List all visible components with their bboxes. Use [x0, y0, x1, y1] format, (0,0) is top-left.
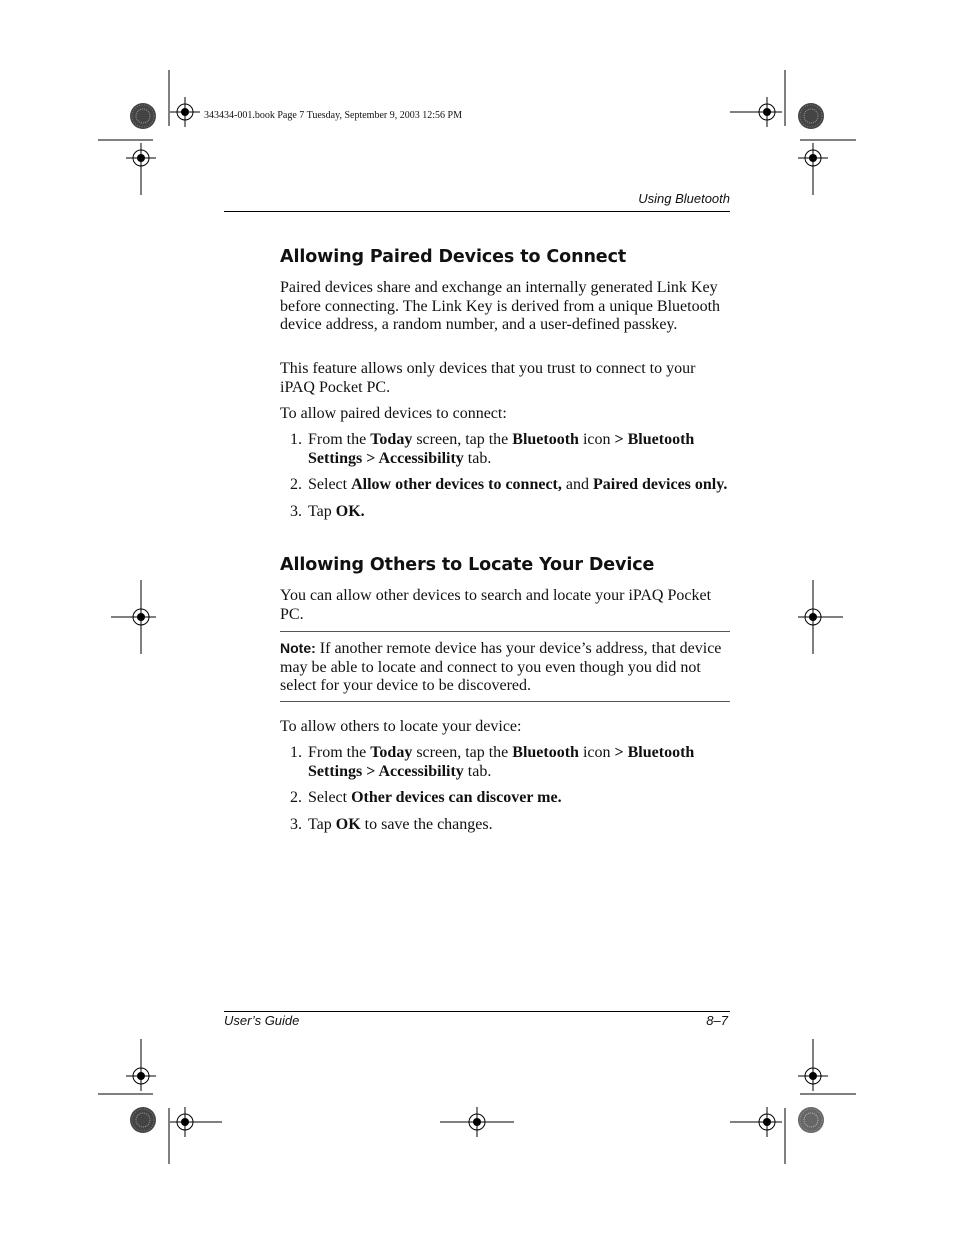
- steps-list-paired: [280, 431, 730, 529]
- list-item: 3. Tap OK to save the changes.: [290, 815, 493, 833]
- note-label: Note:: [280, 640, 316, 656]
- paragraph-link-key: Paired devices share and exchange an internally generated Link Key before connecting. The Link Key is derived from a unique Bluetooth device address, a random number, and a user-defined passkey.: [280, 279, 721, 333]
- running-head: Using Bluetooth: [638, 191, 730, 206]
- registration-crosshair-icon: [170, 97, 200, 127]
- page-number: 8–7: [706, 1013, 728, 1028]
- registration-crosshair-icon: [126, 1039, 156, 1091]
- registration-crosshair-icon: [798, 580, 843, 654]
- registration-disc-icon: [798, 1107, 824, 1133]
- registration-crosshair-icon: [798, 1039, 828, 1091]
- list-item: 2. Select Allow other devices to connect, and Paired devices only.: [290, 476, 728, 493]
- registration-crosshair-icon: [730, 97, 782, 127]
- registration-crosshair-icon: [440, 1107, 514, 1137]
- step-number: 1.: [290, 431, 302, 448]
- list-item: 2. Select Other devices can discover me.: [290, 789, 562, 806]
- paragraph-intro-locate: To allow others to locate your device:: [280, 718, 522, 735]
- note-bottom-rule: [280, 701, 730, 702]
- footer-title: User’s Guide: [224, 1013, 300, 1028]
- step-number: 3.: [290, 502, 302, 520]
- note-text: If another remote device has your device’s address, that device may be able to locate and connect to you even though you did not select for your device to be discovered.: [280, 640, 722, 694]
- registration-disc-icon: [130, 1107, 156, 1133]
- step-number: 2.: [290, 476, 302, 493]
- section-heading-locate-device: Allowing Others to Locate Your Device: [280, 555, 655, 575]
- note-top-rule: [280, 631, 730, 632]
- registration-crosshair-icon: [111, 580, 156, 654]
- list-item: 1. From the Today screen, tap the Bluetooth icon > Bluetooth Settings > Accessibility tab.: [290, 431, 695, 467]
- header-rule: [224, 211, 730, 212]
- note-box: [280, 639, 730, 696]
- footer-rule: [224, 1011, 730, 1012]
- steps-list-locate: [280, 744, 730, 842]
- paragraph-trust-feature: This feature allows only devices that you trust to connect to your iPAQ Pocket PC.: [280, 360, 696, 396]
- registration-crosshair-icon: [170, 1107, 222, 1137]
- step-number: 2.: [290, 789, 302, 806]
- paragraph-allow-search: You can allow other devices to search and locate your iPAQ Pocket PC.: [280, 587, 712, 623]
- paragraph-intro-paired: To allow paired devices to connect:: [280, 405, 507, 422]
- registration-crosshair-icon: [126, 143, 156, 195]
- section-heading-paired-devices: Allowing Paired Devices to Connect: [280, 247, 627, 267]
- list-item: 1. From the Today screen, tap the Bluetooth icon > Bluetooth Settings > Accessibility tab.: [290, 744, 695, 780]
- list-item: 3. Tap OK.: [290, 502, 365, 520]
- step-number: 3.: [290, 815, 302, 833]
- registration-disc-icon: [798, 103, 824, 129]
- registration-disc-icon: [130, 103, 156, 129]
- step-number: 1.: [290, 744, 302, 761]
- registration-crosshair-icon: [730, 1107, 782, 1137]
- registration-crosshair-icon: [798, 143, 828, 195]
- print-slug: 343434-001.book Page 7 Tuesday, September 9, 2003 12:56 PM: [204, 110, 462, 121]
